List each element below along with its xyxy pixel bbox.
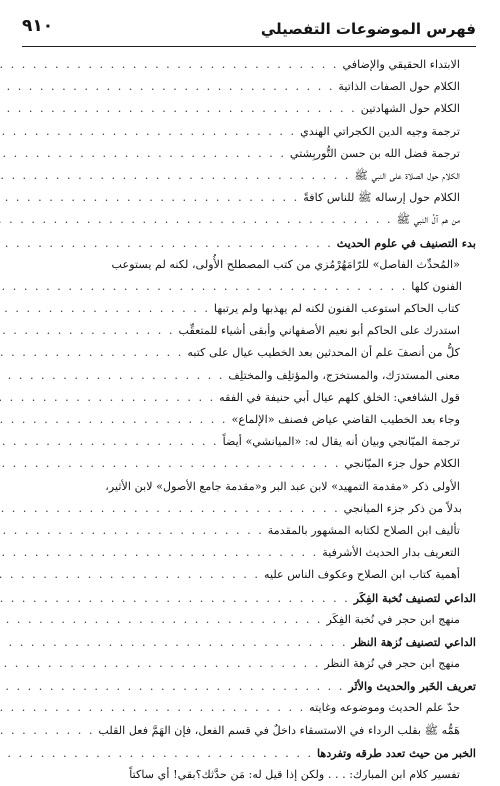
- header-rule: [22, 46, 476, 47]
- toc-entry: [22, 121, 476, 143]
- toc-entry-title: الفنون كلها: [411, 279, 462, 293]
- toc-entry-title: ترجمة فضل الله بن حسن التُّوربِشتي: [289, 146, 460, 160]
- toc-entry-title: الابتداء الحقيقي والإضافي: [342, 58, 460, 71]
- toc-entry-title: حدّ علم الحديث وموضوعه وغايته: [309, 701, 460, 715]
- toc-entry-title: الداعي لتصنيف نُخبة الفِكَر: [353, 590, 476, 605]
- toc-entry-title: ترجمة الميّانجي وبيان أنه يقال له: «الميانشي» أيضاً: [222, 435, 460, 449]
- toc-entry: [22, 320, 476, 342]
- toc-entry: [22, 764, 476, 786]
- dot-leader: [0, 342, 183, 364]
- toc-section-heading: [22, 742, 476, 764]
- dot-leader: [0, 609, 323, 631]
- toc-entry-title: الكلام حول الصلاة على النبي ﷺ: [354, 168, 460, 182]
- toc-entry-title: من هم آلُ النبي ﷺ: [396, 213, 460, 227]
- dot-leader: [0, 697, 305, 719]
- dot-leader: [0, 320, 174, 342]
- dot-leader: [0, 520, 264, 542]
- toc-entry-title: الكلام حول إرساله ﷺ للناس كافةً: [303, 191, 460, 205]
- toc-entry-title: كتاب الحاكم استوعب الفنون لكنه لم يهذبها ولم يرتبها: [213, 302, 460, 316]
- toc-entry: [22, 409, 476, 431]
- toc-entry: [22, 609, 476, 631]
- toc-entry-title: معنى المستدرَك، والمستخرَج، والمؤتلِف والمختلِف: [228, 368, 460, 382]
- toc-entry-title: تعريف الخَبر والحديث والأثَر: [348, 679, 476, 694]
- toc-entry-title: تأليف ابن الصلاح لكتابه المشهور بالمقدمة: [267, 523, 460, 537]
- dot-leader: [0, 542, 318, 564]
- toc-entry: [22, 365, 476, 387]
- dot-leader: [0, 743, 313, 765]
- toc-section-heading: [22, 587, 476, 609]
- toc-entry: [22, 209, 476, 231]
- dot-leader: [0, 498, 340, 520]
- dot-leader: [0, 720, 94, 742]
- toc-entry-title: هَمُّه ﷺ بقلب الرداء في الاستسقاء داخلٌ في قسم الفعل، فإن الهَمَّ فعل القلب: [98, 723, 460, 737]
- toc-entry-title: قول الشافعي: الخلق كلهم عيال أبي حنيفة في الفقه: [219, 390, 460, 404]
- toc-entry: [22, 254, 476, 276]
- toc-entry: [22, 697, 476, 719]
- toc-entry: [22, 453, 476, 475]
- dot-leader: [0, 453, 340, 475]
- running-title: فهرس الموضوعات التفصيلي: [260, 20, 476, 38]
- toc-entry: [22, 476, 476, 498]
- dot-leader: [0, 54, 338, 76]
- toc-entry-title: ترجمة وجيه الدين الكجراتي الهندي: [300, 124, 460, 138]
- toc-entry: [22, 98, 476, 120]
- toc-entry-title: استدرك على الحاكم أبو نعيم الأصفهاني وأبقى أشياء للمتعقِّب: [178, 324, 460, 338]
- dot-leader: [0, 676, 344, 698]
- dot-leader: [0, 121, 296, 143]
- toc-entry: [22, 720, 476, 742]
- dot-leader: [0, 143, 286, 165]
- toc-entry-title: منهج ابن حجر في نُزهة النظر: [324, 657, 460, 671]
- toc-entry-title: الكلام حول الشهادتين: [360, 102, 460, 116]
- toc-section-heading: [22, 675, 476, 697]
- dot-leader: [0, 653, 320, 675]
- toc-entry-title: الخبر من حيث تعدد طرقه وتفردها: [317, 745, 476, 760]
- toc-entry: [22, 520, 476, 542]
- toc-section-heading: [22, 631, 476, 653]
- dot-leader: [0, 431, 219, 453]
- toc-entry: [22, 76, 476, 98]
- toc-entry: [22, 564, 476, 586]
- toc-entry-title: الكلام حول الصفات الذاتية: [338, 80, 460, 94]
- dot-leader: [0, 209, 393, 231]
- dot-leader: [0, 365, 224, 387]
- page-number: ٩١٠: [22, 16, 54, 36]
- dot-leader: [0, 165, 350, 187]
- toc-entry: [22, 342, 476, 364]
- toc-entry-title: وجاء بعد الخطيب القاضي عياض فصنف «الإلماع»: [231, 413, 460, 426]
- toc-entry: [22, 431, 476, 453]
- toc-entry-title: «المُحدِّث الفاصل» للرّامَهُرْمُزي من كتب المصطلح الأُولى، لكنه لم يستوعب: [111, 257, 460, 271]
- toc-entry: [22, 498, 476, 520]
- toc-entry: [22, 387, 476, 409]
- dot-leader: [0, 233, 333, 255]
- dot-leader: [0, 276, 407, 298]
- toc-section-heading: [22, 232, 476, 254]
- toc-list: [22, 54, 476, 786]
- toc-entry: [22, 653, 476, 675]
- toc-entry-title: الكلام حول جزء الميّانجي: [344, 457, 460, 471]
- toc-entry: [22, 165, 476, 187]
- dot-leader: [0, 409, 227, 431]
- dot-leader: [0, 76, 334, 98]
- toc-entry-title: الأولى ذكر «مقدمة التمهيد» لابن عبد البر و«مقدمة جامع الأصول» لابن الأثير،: [105, 479, 460, 493]
- toc-entry-title: بدء التصنيف في علوم الحديث: [336, 235, 476, 250]
- toc-entry: [22, 298, 476, 320]
- dot-leader: [0, 187, 299, 209]
- toc-entry-title: الداعي لتصنيف نُزهة النظر: [351, 634, 476, 649]
- toc-entry: [22, 542, 476, 564]
- toc-entry-title: التعريف بدار الحديث الأشرفية: [322, 546, 460, 560]
- toc-entry: [22, 187, 476, 209]
- dot-leader: [0, 298, 210, 320]
- toc-entry-title: تفسير كلام ابن المبارك: . . . ولكن إذا قيل له: مَن حدَّثك؟بقي! أي ساكتاً: [129, 768, 460, 781]
- toc-entry-title: أهمية كتاب ابن الصلاح وعكوف الناس عليه: [263, 568, 460, 582]
- dot-leader: [0, 387, 215, 409]
- toc-entry-title: كلُّ من أنصفَ علم أن المحدثين بعد الخطيب عيال على كتبه: [187, 346, 460, 360]
- dot-leader: [0, 588, 350, 610]
- toc-entry: [22, 143, 476, 165]
- toc-entry: [22, 276, 476, 298]
- dot-leader: [0, 98, 357, 120]
- page-header: [22, 14, 476, 42]
- toc-entry-title: منهج ابن حجر في نُخبة الفِكَر: [326, 612, 460, 626]
- toc-entry-title: بدلاً من ذكر جزء الميانجي: [343, 501, 462, 515]
- dot-leader: [0, 632, 348, 654]
- dot-leader: [0, 564, 260, 586]
- toc-entry: [22, 54, 476, 76]
